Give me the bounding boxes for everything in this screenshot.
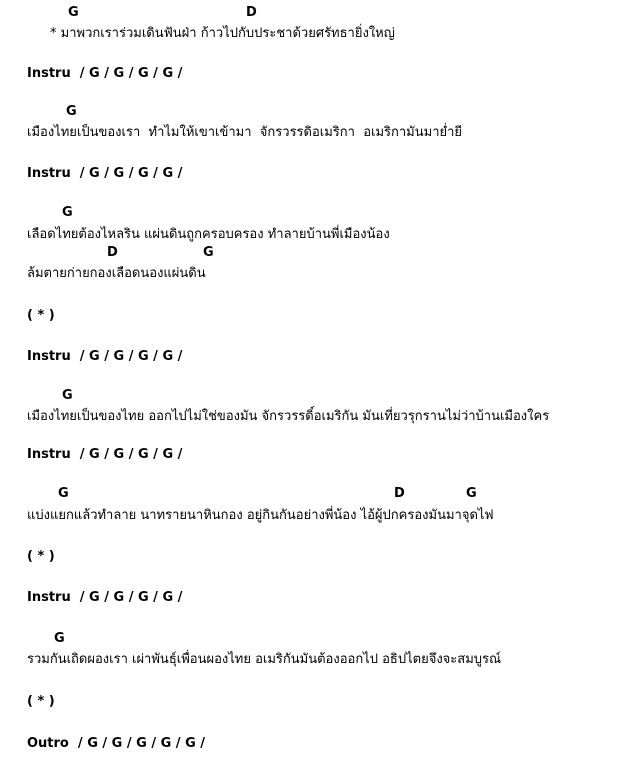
instru-line: Instru / G / G / G / G / — [27, 447, 183, 462]
instru-line: Instru / G / G / G / G / — [27, 166, 183, 181]
chord: D — [246, 5, 257, 20]
chord: D — [394, 486, 405, 501]
lyric-line: เมืองไทยเป็นของไทย ออกไปไม่ใช่ของมัน จักรวรรดิ์อเมริกัน มันเที่ยวรุกรานไม่ว่าบ้านเมืองใคร — [27, 409, 550, 424]
instru-line: Instru / G / G / G / G / — [27, 590, 183, 605]
chord: G — [203, 245, 214, 260]
repeat-marker: ( * ) — [27, 308, 55, 323]
lyric-line-chorus: * มาพวกเราร่วมเดินฟันฝ่า ก้าวไปกับประชาด้วยศรัทธายิ่งใหญ่ — [50, 26, 395, 41]
instru-line: Instru / G / G / G / G / — [27, 66, 183, 81]
lyric-line: แบ่งแยกแล้วทำลาย นาทรายนาหินกอง อยู่กินกันอย่างพี่น้อง ไอ้ผู้ปกครองมันมาจุดไฟ — [27, 508, 494, 523]
lyric-line: รวมกันเถิดผองเรา เผ่าพันธุ์เพื่อนผองไทย อเมริกันมันต้องออกไป อธิปไตยจึงจะสมบูรณ์ — [27, 652, 502, 667]
chord: G — [62, 388, 73, 403]
outro-line: Outro / G / G / G / G / G / — [27, 736, 206, 751]
instru-line: Instru / G / G / G / G / — [27, 349, 183, 364]
chord: G — [62, 205, 73, 220]
chord: G — [466, 486, 477, 501]
lyric-line: เลือดไทยต้องไหลริน แผ่นดินถูกครอบครอง ทำลายบ้านพี่เมืองน้อง — [27, 227, 390, 242]
chord: G — [58, 486, 69, 501]
chord: G — [68, 5, 79, 20]
chord: D — [107, 245, 118, 260]
lyric-line: ล้มตายก่ายกองเลือดนองแผ่นดิน — [27, 266, 206, 281]
lyric-line: เมืองไทยเป็นของเรา ทำไมให้เขาเข้ามา จักรวรรดิอเมริกา อเมริกามันมาย่ำยี — [27, 125, 463, 140]
repeat-marker: ( * ) — [27, 694, 55, 709]
chord: G — [54, 631, 65, 646]
chord: G — [66, 104, 77, 119]
repeat-marker: ( * ) — [27, 549, 55, 564]
